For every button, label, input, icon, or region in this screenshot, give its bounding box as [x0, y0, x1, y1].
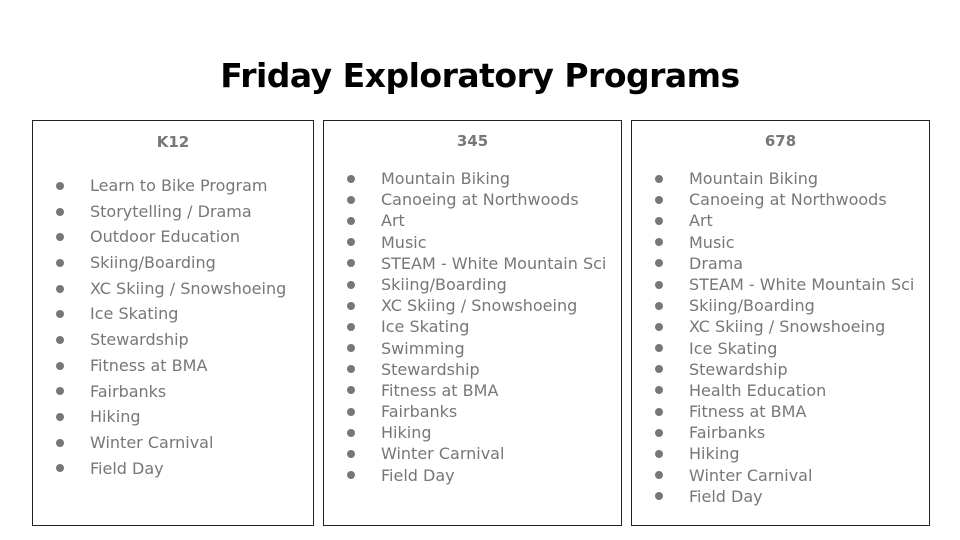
list-item [632, 210, 929, 231]
column-k12 [32, 120, 314, 526]
bullet-icon [347, 408, 355, 416]
list-item-label: Art [689, 211, 713, 231]
bullet-icon [56, 310, 64, 318]
list-item [324, 338, 621, 359]
list-item [632, 232, 929, 253]
bullet-icon [347, 238, 355, 246]
list-item [33, 199, 313, 225]
list-item-label: Mountain Biking [689, 169, 819, 188]
bullet-icon [655, 344, 663, 352]
list-item-label: STEAM - White Mountain Sci [689, 274, 915, 294]
column-345 [323, 120, 622, 526]
list-item-label: Mountain Biking [381, 169, 511, 188]
bullet-icon [347, 196, 355, 204]
list-item [33, 456, 313, 482]
bullet-icon [347, 344, 355, 352]
bullet-icon [56, 387, 64, 395]
bullet-icon [655, 302, 663, 310]
list-item-label: Hiking [381, 423, 432, 443]
list-item-label: Drama [689, 253, 744, 273]
bullet-icon [56, 182, 64, 190]
list-item-label: Outdoor Education [90, 227, 241, 247]
list-item-label: Fitness at BMA [689, 402, 807, 422]
bullet-icon [56, 413, 64, 421]
list-item [33, 250, 313, 276]
list-item-label: Fitness at BMA [381, 380, 499, 400]
bullet-icon [347, 259, 355, 267]
list-item [33, 224, 313, 250]
list-item-label: Fitness at BMA [90, 355, 208, 375]
bullet-icon [655, 408, 663, 416]
bullet-icon [655, 365, 663, 373]
list-item [324, 232, 621, 253]
list-item-label: STEAM - White Mountain Sci [381, 253, 607, 273]
list-item-label: Skiing/Boarding [689, 296, 815, 316]
list-item-label: Health Education [689, 380, 827, 400]
list-item [324, 359, 621, 380]
bullet-icon [655, 217, 663, 225]
program-list [33, 173, 313, 481]
bullet-icon [655, 323, 663, 331]
list-item [632, 422, 929, 443]
list-item [632, 189, 929, 210]
list-item [324, 380, 621, 401]
page-title: Friday Exploratory Programs [220, 56, 740, 95]
list-item-label: Swimming [381, 338, 465, 358]
bullet-icon [347, 471, 355, 479]
column-heading: 678 [764, 132, 797, 150]
bullet-icon [655, 386, 663, 394]
bullet-icon [56, 233, 64, 241]
list-item-label: Fairbanks [381, 402, 458, 422]
list-item [324, 295, 621, 316]
bullet-icon [347, 365, 355, 373]
bullet-icon [347, 386, 355, 394]
list-item [632, 253, 929, 274]
program-list [324, 168, 621, 486]
list-item [632, 359, 929, 380]
bullet-icon [655, 175, 663, 183]
list-item [632, 338, 929, 359]
bullet-icon [56, 285, 64, 293]
list-item [33, 353, 313, 379]
column-heading: K12 [156, 133, 190, 151]
list-item [324, 210, 621, 231]
bullet-icon [347, 281, 355, 289]
list-item [632, 380, 929, 401]
column-heading: 345 [456, 132, 489, 150]
list-item [632, 295, 929, 316]
bullet-icon [347, 217, 355, 225]
list-item [324, 422, 621, 443]
list-item-label: Field Day [90, 458, 164, 478]
bullet-icon [56, 336, 64, 344]
list-item [324, 401, 621, 422]
list-item [324, 168, 621, 189]
list-item [632, 401, 929, 422]
bullet-icon [347, 302, 355, 310]
list-item-label: Skiing/Boarding [90, 253, 216, 273]
bullet-icon [56, 208, 64, 216]
list-item [33, 430, 313, 456]
program-list [632, 168, 929, 507]
list-item-label: Stewardship [381, 359, 480, 379]
list-item-label: Hiking [90, 407, 141, 427]
list-item [632, 465, 929, 486]
list-item-label: XC Skiing / Snowshoeing [689, 317, 886, 337]
list-item [632, 316, 929, 337]
bullet-icon [655, 238, 663, 246]
list-item-label: Music [689, 232, 735, 252]
list-item-label: Canoeing at Northwoods [381, 190, 579, 210]
bullet-icon [655, 492, 663, 500]
list-item [33, 173, 313, 199]
bullet-icon [347, 429, 355, 437]
list-item-label: Ice Skating [381, 317, 470, 337]
list-item [33, 404, 313, 430]
bullet-icon [347, 450, 355, 458]
bullet-icon [655, 450, 663, 458]
bullet-icon [56, 464, 64, 472]
bullet-icon [56, 362, 64, 370]
bullet-icon [655, 471, 663, 479]
bullet-icon [347, 323, 355, 331]
bullet-icon [655, 429, 663, 437]
list-item [324, 443, 621, 464]
bullet-icon [347, 175, 355, 183]
list-item [632, 168, 929, 189]
list-item-label: Stewardship [90, 330, 189, 350]
list-item [324, 465, 621, 486]
list-item-label: Winter Carnival [689, 465, 813, 485]
list-item-label: Ice Skating [90, 304, 179, 324]
list-item [632, 274, 929, 295]
list-item-label: Field Day [689, 486, 763, 506]
list-item-label: Winter Carnival [381, 444, 505, 464]
list-item [33, 379, 313, 405]
list-item-label: Field Day [381, 465, 455, 485]
list-item-label: Winter Carnival [90, 432, 214, 452]
list-item [33, 301, 313, 327]
list-item-label: Art [381, 211, 405, 231]
list-item-label: Ice Skating [689, 338, 778, 358]
list-item [324, 253, 621, 274]
list-item-label: Stewardship [689, 359, 788, 379]
bullet-icon [655, 196, 663, 204]
list-item [632, 486, 929, 507]
column-678 [631, 120, 930, 526]
list-item-label: Fairbanks [689, 423, 766, 443]
list-item-label: XC Skiing / Snowshoeing [381, 296, 578, 316]
list-item-label: Music [381, 232, 427, 252]
bullet-icon [655, 281, 663, 289]
bullet-icon [56, 439, 64, 447]
list-item-label: Storytelling / Drama [90, 201, 252, 221]
list-item [324, 316, 621, 337]
list-item-label: Hiking [689, 444, 740, 464]
bullet-icon [655, 259, 663, 267]
list-item-label: XC Skiing / Snowshoeing [90, 278, 287, 298]
list-item-label: Learn to Bike Program [90, 176, 268, 195]
list-item [33, 276, 313, 302]
list-item [324, 274, 621, 295]
list-item [33, 327, 313, 353]
list-item-label: Skiing/Boarding [381, 274, 507, 294]
list-item-label: Fairbanks [90, 381, 167, 401]
list-item-label: Canoeing at Northwoods [689, 190, 887, 210]
list-item [632, 443, 929, 464]
bullet-icon [56, 259, 64, 267]
list-item [324, 189, 621, 210]
